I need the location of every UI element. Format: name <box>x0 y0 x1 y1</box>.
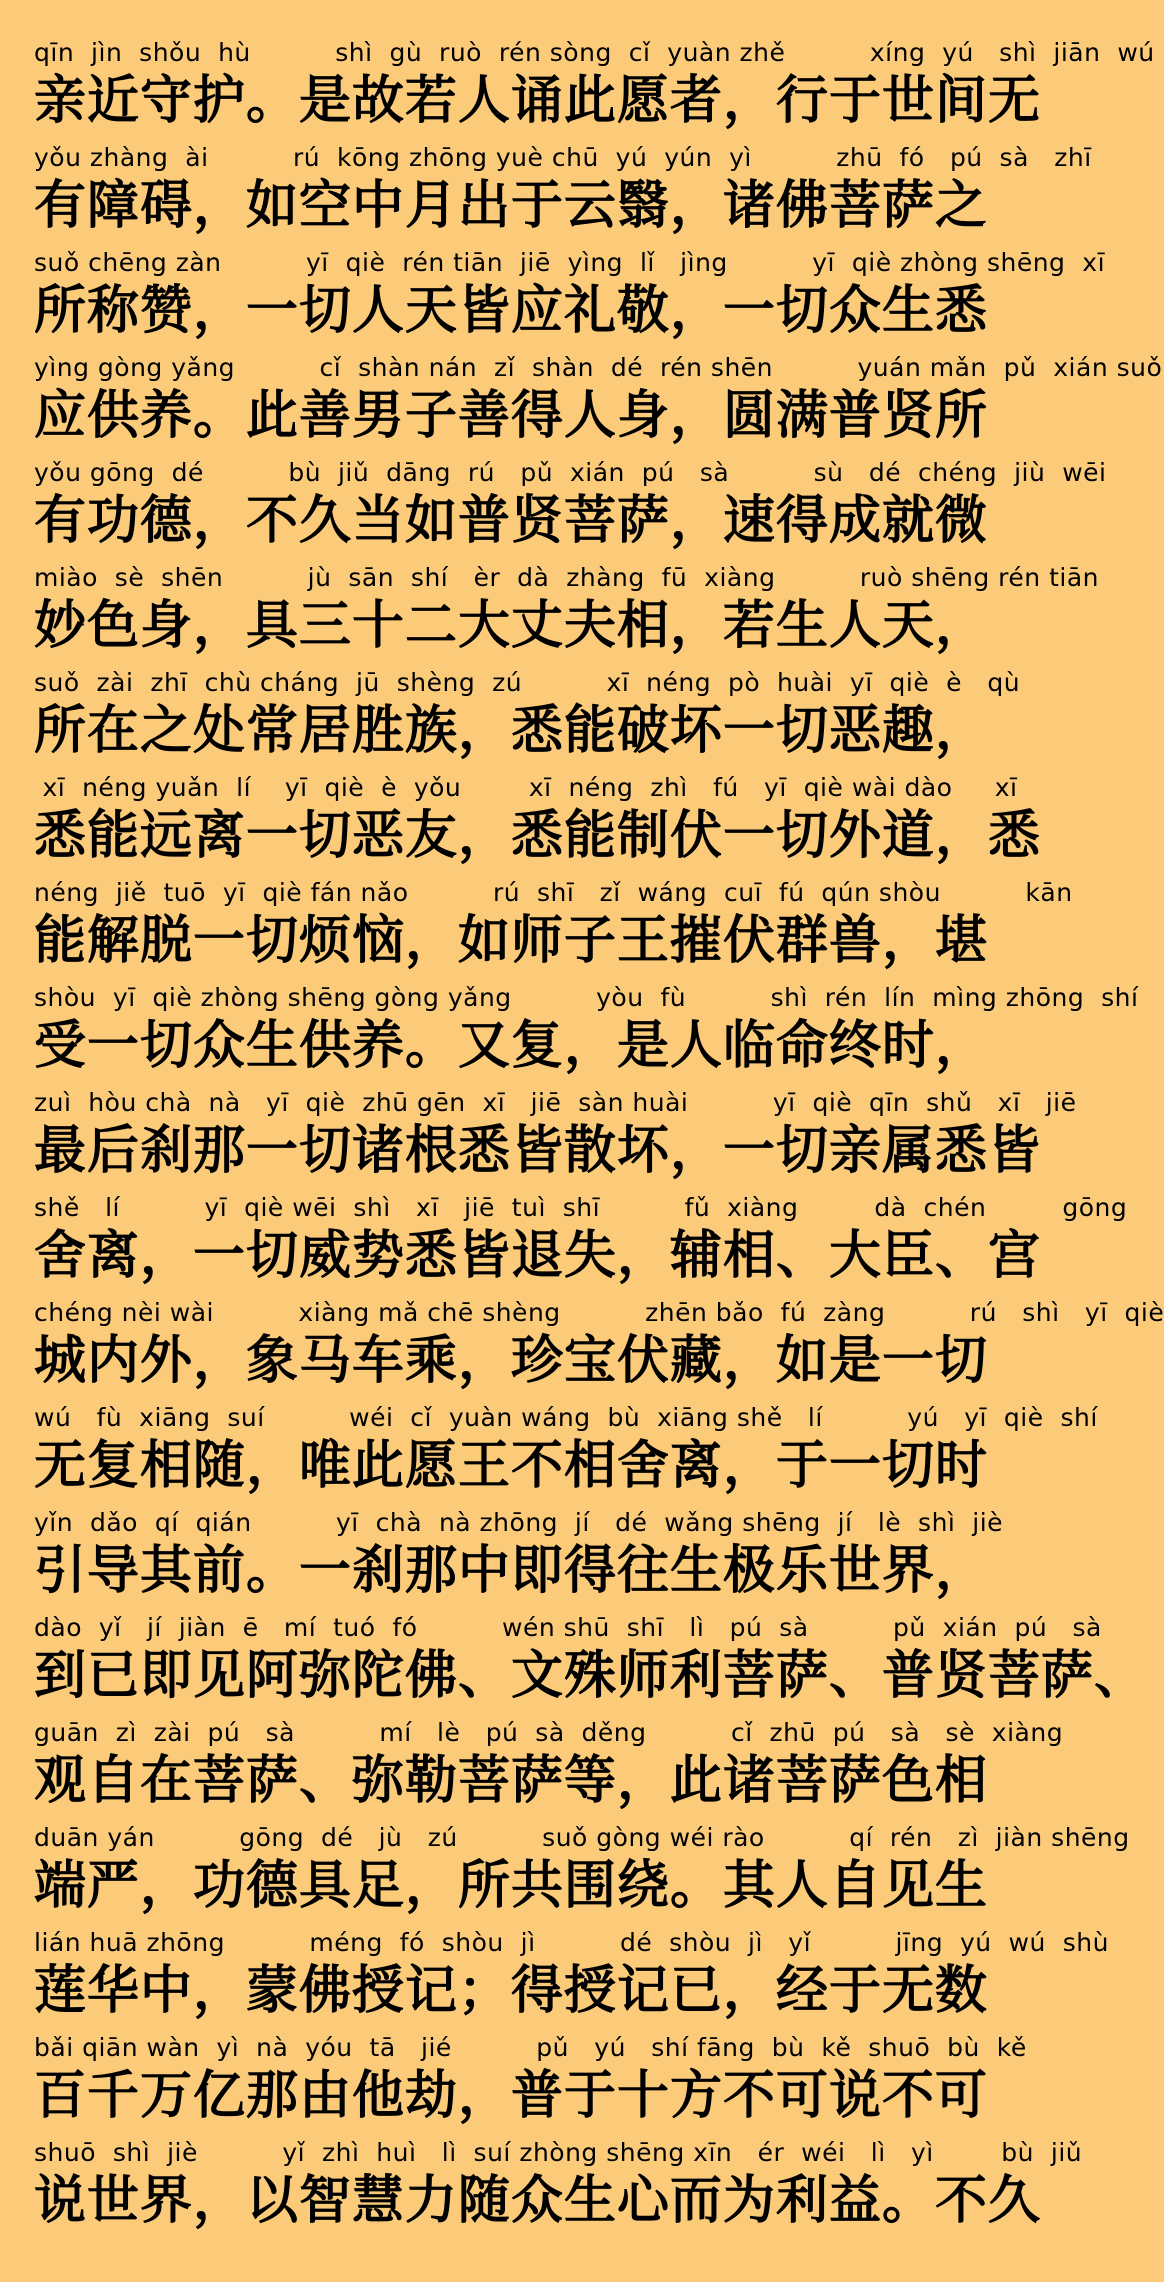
text-line <box>34 458 1107 562</box>
pinyin-annotation: yǐn dǎo qí qián yī chà nà zhōng jí dé wǎng shēng jí lè shì jiè <box>34 1508 1004 1537</box>
text-line <box>34 2033 1050 2137</box>
pinyin-annotation: xī néng yuǎn lí yī qiè è yǒu xī néng zhì fú yī qiè wài dào xī <box>34 773 1018 802</box>
text-line <box>34 2138 1083 2242</box>
text-line <box>34 1718 1064 1822</box>
chinese-text: 亲近守护。是故若人诵此愿者，行于世间无 <box>34 71 1042 131</box>
pinyin-annotation: guān zì zài pú sà mí lè pú sà děng cǐ zhū pú sà sè xiàng <box>34 1718 1064 1747</box>
text-line <box>34 1508 1050 1612</box>
chinese-text: 所称赞，一切人天皆应礼敬，一切众生悉 <box>34 281 989 341</box>
text-line <box>34 1823 1130 1927</box>
text-line <box>34 1928 1109 2032</box>
chinese-text: 有功德，不久当如普贤菩萨，速得成就微 <box>34 491 989 551</box>
pinyin-annotation: bǎi qiān wàn yì nà yóu tā jié pǔ yú shí fāng bù kě shuō bù kě <box>34 2033 1027 2062</box>
pinyin-annotation: dào yǐ jí jiàn ē mí tuó fó wén shū shī lì pú sà pǔ xián pú sà <box>34 1613 1102 1642</box>
text-line <box>34 353 1163 457</box>
chinese-text: 说世界，以智慧力随众生心而为利益。不久 <box>34 2171 1042 2231</box>
pinyin-annotation: suǒ chēng zàn yī qiè rén tiān jiē yìng lǐ jìng yī qiè zhòng shēng xī <box>34 248 1106 277</box>
pinyin-annotation: miào sè shēn jù sān shí èr dà zhàng fū xiàng ruò shēng rén tiān <box>34 563 1099 592</box>
text-line <box>34 983 1139 1087</box>
chinese-text: 到已即见阿弥陀佛、文殊师利菩萨、普贤菩萨、 <box>34 1646 1148 1706</box>
text-line <box>34 1403 1098 1507</box>
chinese-text: 最后刹那一切诸根悉皆散坏，一切亲属悉皆 <box>34 1121 1042 1181</box>
chinese-text: 有障碍，如空中月出于云翳，诸佛菩萨之 <box>34 176 989 236</box>
chinese-text: 无复相随，唯此愿王不相舍离，于一切时 <box>34 1436 989 1496</box>
pinyin-annotation: yǒu zhàng ài rú kōng zhōng yuè chū yú yún yì zhū fó pú sà zhī <box>34 143 1092 172</box>
pinyin-annotation: shě lí yī qiè wēi shì xī jiē tuì shī fǔ xiàng dà chén gōng <box>34 1193 1128 1222</box>
text-line <box>34 1193 1128 1297</box>
text-line <box>34 248 1106 352</box>
chinese-text: 应供养。此善男子善得人身，圆满普贤所 <box>34 386 989 446</box>
text-line <box>34 1613 1148 1717</box>
chinese-text: 城内外，象马车乘，珍宝伏藏，如是一切 <box>34 1331 989 1391</box>
text-line <box>34 563 1099 667</box>
pinyin-annotation: lián huā zhōng méng fó shòu jì dé shòu jì yǐ jīng yú wú shù <box>34 1928 1109 1957</box>
pinyin-annotation: néng jiě tuō yī qiè fán nǎo rú shī zǐ wáng cuī fú qún shòu kān <box>34 878 1073 907</box>
pinyin-annotation: zuì hòu chà nà yī qiè zhū gēn xī jiē sàn huài yī qiè qīn shǔ xī jiē <box>34 1088 1077 1117</box>
text-line <box>34 773 1050 877</box>
chinese-text: 观自在菩萨、弥勒菩萨等，此诸菩萨色相 <box>34 1751 989 1811</box>
pinyin-annotation: shòu yī qiè zhòng shēng gòng yǎng yòu fù shì rén lín mìng zhōng shí <box>34 983 1139 1012</box>
text-line <box>34 1298 1164 1402</box>
chinese-text: 悉能远离一切恶友，悉能制伏一切外道，悉 <box>34 806 1042 866</box>
chinese-text: 舍离，一切威势悉皆退失，辅相、大臣、宫 <box>34 1226 1042 1286</box>
chinese-text: 端严，功德具足，所共围绕。其人自见生 <box>34 1856 989 1916</box>
pinyin-annotation: duān yán gōng dé jù zú suǒ gòng wéi rào qí rén zì jiàn shēng <box>34 1823 1130 1852</box>
pinyin-annotation: qīn jìn shǒu hù shì gù ruò rén sòng cǐ yuàn zhě xíng yú shì jiān wú <box>34 38 1155 67</box>
pinyin-annotation: chéng nèi wài xiàng mǎ chē shèng zhēn bǎo fú zàng rú shì yī qiè <box>34 1298 1164 1327</box>
chinese-text: 百千万亿那由他劫，普于十方不可说不可 <box>34 2066 989 2126</box>
pinyin-annotation: yǒu gōng dé bù jiǔ dāng rú pǔ xián pú sà sù dé chéng jiù wēi <box>34 458 1107 487</box>
pinyin-annotation: yìng gòng yǎng cǐ shàn nán zǐ shàn dé rén shēn yuán mǎn pǔ xián suǒ <box>34 353 1163 382</box>
chinese-text: 莲华中，蒙佛授记；得授记已，经于无数 <box>34 1961 989 2021</box>
text-line <box>34 668 1050 772</box>
pinyin-annotation: shuō shì jiè yǐ zhì huì lì suí zhòng shēng xīn ér wéi lì yì bù jiǔ <box>34 2138 1083 2167</box>
chinese-text: 受一切众生供养。又复，是人临命终时， <box>34 1016 989 1076</box>
text-line <box>34 38 1155 142</box>
text-line <box>34 1088 1077 1192</box>
chinese-text: 妙色身，具三十二大丈夫相，若生人天， <box>34 596 989 656</box>
pinyin-annotation: suǒ zài zhī chù cháng jū shèng zú xī néng pò huài yī qiè è qù <box>34 668 1021 697</box>
chinese-text: 引导其前。一刹那中即得往生极乐世界， <box>34 1541 989 1601</box>
text-line <box>34 143 1092 247</box>
pinyin-annotation: wú fù xiāng suí wéi cǐ yuàn wáng bù xiāng shě lí yú yī qiè shí <box>34 1403 1098 1432</box>
text-line <box>34 878 1073 982</box>
chinese-text: 能解脱一切烦恼，如师子王摧伏群兽，堪 <box>34 911 989 971</box>
chinese-text: 所在之处常居胜族，悉能破坏一切恶趣， <box>34 701 989 761</box>
